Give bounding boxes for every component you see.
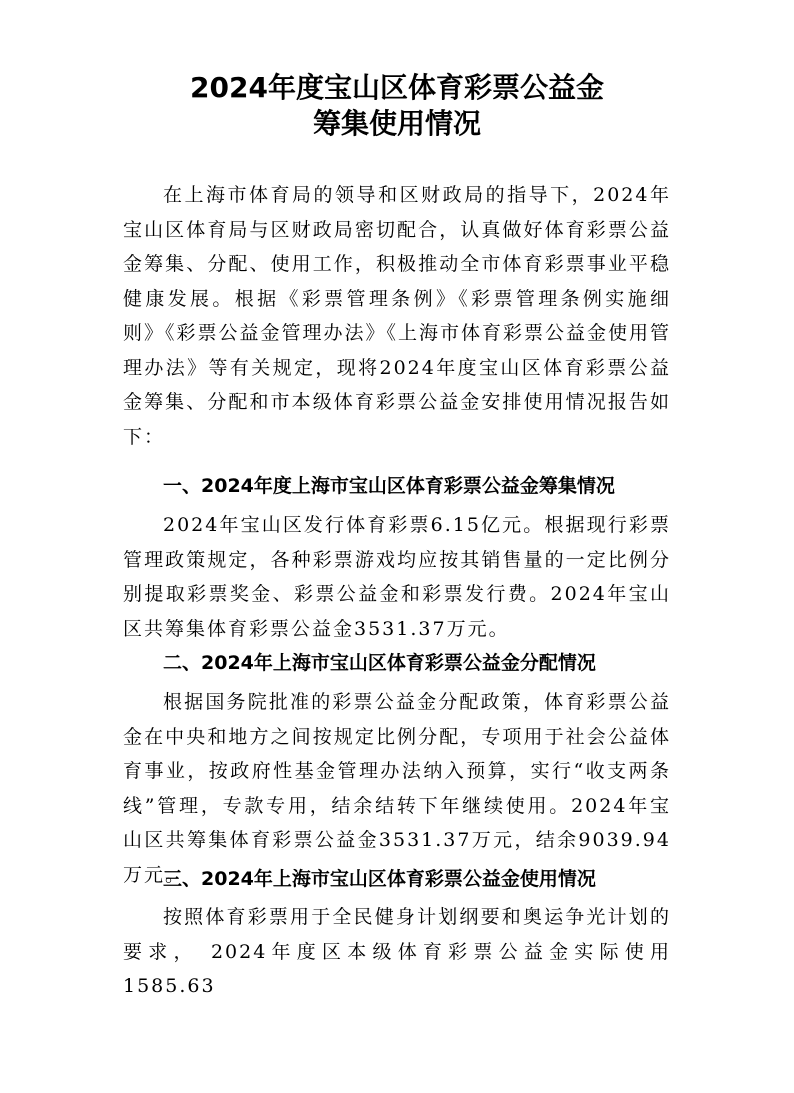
- section-3-paragraph: 按照体育彩票用于全民健身计划纲要和奥运争光计划的要求， 2024年度区本级体育彩票公益金实际使用1585.63: [123, 906, 671, 997]
- intro-paragraph: 在上海市体育局的领导和区财政局的指导下，2024年宝山区体育局与区财政局密切配合，认真做好体育彩票公益金筹集、分配、使用工作，积极推动全市体育彩票事业平稳健康发展。根据《彩票管理条例》《彩票管理条例实施细则》《彩票公益金管理办法》《上海市体育彩票公益金使用管理办法》等有关规定，现将2024年度宝山区体育彩票公益金筹集、分配和市本级体育彩票公益金安排使用情况报告如下：: [123, 184, 672, 448]
- section-1-heading: 一、2024年度上海市宝山区体育彩票公益金筹集情况: [163, 475, 615, 497]
- section-2-heading: 二、2024年上海市宝山区体育彩票公益金分配情况: [163, 652, 596, 674]
- document-title-line1: 2024年度宝山区体育彩票公益金: [190, 71, 604, 104]
- document-title-line2: 筹集使用情况: [312, 107, 481, 140]
- section-1-paragraph: 2024年宝山区发行体育彩票6.15亿元。根据现行彩票管理政策规定，各种彩票游戏均应按其销售量的一定比例分别提取彩票奖金、彩票公益金和彩票发行费。2024年宝山区共筹集体育彩票公益金3531.37万元。: [123, 514, 671, 640]
- section-2-paragraph: 根据国务院批准的彩票公益金分配政策，体育彩票公益金在中央和地方之间按规定比例分配，专项用于社会公益体育事业，按政府性基金管理办法纳入预算，实行“收支两条线”管理，专款专用，结余结转下年继续使用。2024年宝山区共筹集体育彩票公益金3531.37万元，结余9039.94万元。: [123, 691, 671, 886]
- section-3-heading: 三、2024年上海市宝山区体育彩票公益金使用情况: [163, 868, 596, 890]
